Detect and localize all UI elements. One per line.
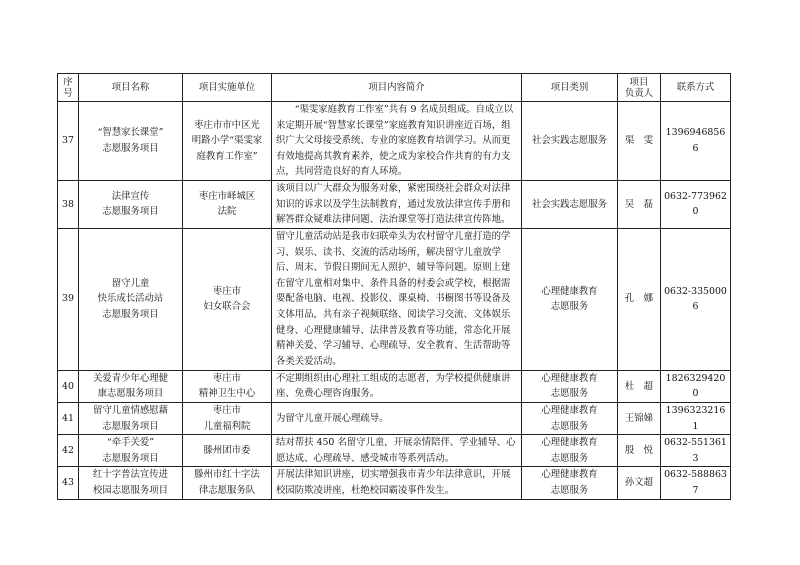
- table-row: [58, 102, 731, 181]
- row-seq: 37: [58, 102, 79, 181]
- row-seq: 39: [58, 228, 79, 370]
- header-category: 项目类别: [522, 74, 618, 102]
- row-contact: 0632-7739620: [661, 181, 731, 229]
- row-leader: 孔 娜: [618, 228, 661, 370]
- table-row: [58, 402, 731, 434]
- table-row: [58, 181, 731, 229]
- header-name: 项目名称: [79, 74, 183, 102]
- row-unit: 枣庄市市中区光 明路小学“渠雯家 庭教育工作室”: [183, 102, 272, 181]
- row-leader: 殷 悦: [618, 435, 661, 467]
- header-unit: 项目实施单位: [183, 74, 272, 102]
- row-category: 心理健康教育 志愿服务: [522, 402, 618, 434]
- row-unit: 枣庄市峄城区 法院: [183, 181, 272, 229]
- header-contact: 联系方式: [661, 74, 731, 102]
- row-contact: 0632-5888637: [661, 467, 731, 499]
- row-category: 社会实践志愿服务: [522, 102, 618, 181]
- row-seq: 38: [58, 181, 79, 229]
- row-leader: 孙文超: [618, 467, 661, 499]
- row-category: 社会实践志愿服务: [522, 181, 618, 229]
- row-contact: 18263294200: [661, 370, 731, 402]
- row-intro: 该项目以广大群众为服务对象，紧密围绕社会群众对法律知识的诉求以及学生法制教育，通过发放法律宣传手册和解答群众疑难法律问题、法治课堂等打造法律宣传阵地。: [272, 181, 522, 229]
- header-seq: 序 号: [58, 74, 79, 102]
- row-unit: 枣庄市 妇女联合会: [183, 228, 272, 370]
- row-name: 法律宣传 志愿服务项目: [79, 181, 183, 229]
- volunteer-project-table: [57, 73, 731, 500]
- row-contact: 0632-3350006: [661, 228, 731, 370]
- row-name: “牵手关爱” 志愿服务项目: [79, 435, 183, 467]
- row-seq: 40: [58, 370, 79, 402]
- table-row: [58, 370, 731, 402]
- row-category: 心理健康教育 志愿服务: [522, 228, 618, 370]
- row-name: “智慧家长课堂” 志愿服务项目: [79, 102, 183, 181]
- header-row: [58, 74, 731, 102]
- row-contact: 0632-5513613: [661, 435, 731, 467]
- row-seq: 42: [58, 435, 79, 467]
- row-intro: 留守儿童活动站是我市妇联牵头为农村留守儿童打造的学习、娱乐、读书、交流的活动场所，解决留守儿童放学后、周末、节假日期间无人照护、辅导等问题。原则上建在留守儿童相对集中、条件具备的村委会或学校，根据需要配备电脑、电视、投影仪、课桌椅、书橱图书等设备及文体用品，共有亲子视频联络、阅读学习交流、文体娱乐健身、心理健康辅导、法律普及教育等功能，常态化开展精神关爱、学习辅导、心理疏导、安全教育、生活帮助等各类关爱活动。: [272, 228, 522, 370]
- header-leader: 项目 负责人: [618, 74, 661, 102]
- row-category: 心理健康教育 志愿服务: [522, 370, 618, 402]
- row-leader: 杜 超: [618, 370, 661, 402]
- row-name: 留守儿童 快乐成长活动站 志愿服务项目: [79, 228, 183, 370]
- row-intro: 不定期组织由心理社工组成的志愿者，为学校提供健康讲座、免费心理咨询服务。: [272, 370, 522, 402]
- row-intro: 结对帮扶 450 名留守儿童，开展亲情陪伴、学业辅导、心愿达成、心理疏导、感受城市等系列活动。: [272, 435, 522, 467]
- row-intro: “渠雯家庭教育工作室”共有 9 名成员组成。自成立以来定期开展“智慧家长课堂”家庭教育知识讲座近百场，组织广大父母接受系统、专业的家庭教育培训学习。从而更有效地提高其教育素养，使之成为家校合作共育的有力支点，共同营造良好的育人环境。: [272, 102, 522, 181]
- row-intro: 开展法律知识讲座，切实增强我市青少年法律意识，开展校园防欺凌讲座，杜绝校园霸凌事件发生。: [272, 467, 522, 499]
- header-intro: 项目内容简介: [272, 74, 522, 102]
- row-category: 心理健康教育 志愿服务: [522, 467, 618, 499]
- row-name: 关爱青少年心理健 康志愿服务项目: [79, 370, 183, 402]
- row-contact: 13963232161: [661, 402, 731, 434]
- row-leader: 渠 雯: [618, 102, 661, 181]
- row-intro: 为留守儿童开展心理疏导。: [272, 402, 522, 434]
- row-unit: 滕州市红十字法 律志愿服务队: [183, 467, 272, 499]
- row-contact: 13969468566: [661, 102, 731, 181]
- table-row: [58, 435, 731, 467]
- row-leader: 吴 磊: [618, 181, 661, 229]
- row-unit: 枣庄市 儿童福利院: [183, 402, 272, 434]
- row-seq: 43: [58, 467, 79, 499]
- row-name: 留守儿童情感慰藉 志愿服务项目: [79, 402, 183, 434]
- row-seq: 41: [58, 402, 79, 434]
- row-unit: 枣庄市 精神卫生中心: [183, 370, 272, 402]
- row-leader: 王锦娣: [618, 402, 661, 434]
- row-category: 心理健康教育 志愿服务: [522, 435, 618, 467]
- table-row: [58, 467, 731, 499]
- row-unit: 滕州团市委: [183, 435, 272, 467]
- table-row: [58, 228, 731, 370]
- row-name: 红十字普法宣传进 校园志愿服务项目: [79, 467, 183, 499]
